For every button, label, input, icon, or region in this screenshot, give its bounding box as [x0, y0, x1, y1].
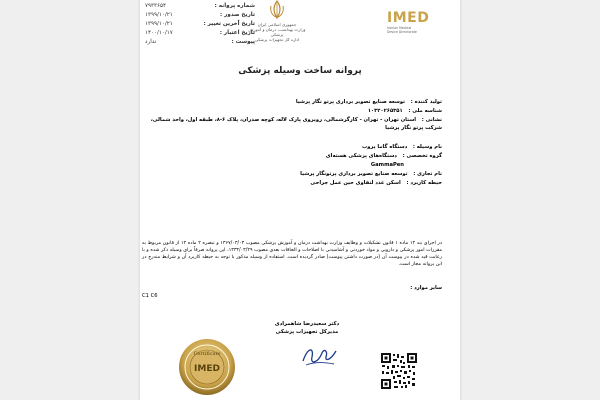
meta-label: تاریخ آخرین تغییر : [203, 21, 255, 27]
field-value: GammaPen [370, 162, 404, 168]
ministry-emblem [245, 0, 309, 56]
meta-label: شماره پروانه : [214, 3, 255, 9]
legal-paragraph: در اجرای بند ۱۴ ماده ۱ قانون تشکیلات و وظایف وزارت بهداشت درمان و آموزش پزشکی مصوب ۱۳۶۷/۰۳/۰۳ و تبصره ۲ ماده ۱۴ از قانون مربوط به مقررات امور پزشکی و دارویی و مواد خوردنی و آشامیدنی با اصلاحات و الحاقات بعدی مصوب ۱۳۳۴/۰۳/۲۹، این پروانه صرفاً برای وسیله ذکر شده و با رعایت قید شده در پیوست آن (در صورت داشتن پیوست) صادر گردیده است. استفاده از وسیله مذکور با توجه به حیطه کاربرد آن و شرایط مندرج در این پروانه مجاز است. [142, 241, 442, 267]
emblem-line: وزارت بهداشت، درمان و آموزش پزشکی [248, 27, 306, 37]
emblem-line: اداره کل تجهیزات پزشکی [254, 37, 300, 42]
imed-logo-text: IMED [387, 10, 430, 26]
signer-block [262, 320, 352, 336]
seal-center-text: IMED [194, 364, 220, 374]
field-group [142, 152, 442, 160]
field-device [142, 143, 442, 151]
meta-value: ندارد [145, 39, 157, 45]
meta-value: ۷۹۳۳۶۵۴ [145, 3, 167, 9]
field-value: دستگاه گاما پروب [361, 144, 408, 150]
signer-role: مدیرکل تجهیزات پزشکی [275, 329, 339, 335]
iran-emblem-icon [268, 0, 286, 20]
emblem-line: جمهوری اسلامی ایران [257, 22, 297, 27]
field-value: استان تهران - تهران - کارگرشمالی، روبروی پارک لاله، کوچه صدران، پلاک ۶-۸، طبقه اول، واحد شمالی، شرکت پرتو نگار پرشیا [150, 117, 442, 131]
field-producer [142, 98, 442, 106]
field-value: ۱۰۳۲۰۲۶۵۳۵۱ [367, 108, 403, 114]
issue-date-row [145, 11, 255, 20]
validity-date-row [145, 29, 255, 38]
imed-logo [387, 10, 449, 36]
meta-value: ۱۴۰۰/۱۰/۱۷ [145, 30, 173, 36]
field-usage [142, 179, 442, 187]
field-label: نشانی : [421, 117, 442, 123]
license-meta [145, 2, 255, 47]
field-model [142, 161, 442, 169]
field-address [142, 116, 442, 132]
field-value: توسعه صنایع تصویر برداری پرتو نگار پرشیا [295, 99, 406, 105]
field-label: شناسه ملی : [408, 108, 442, 114]
field-label: گروه تخصصی : [402, 153, 442, 159]
qr-code-icon[interactable] [380, 352, 418, 390]
meta-value: ۱۳۹۹/۱۰/۲۱ [145, 12, 173, 18]
imed-logo-subtitle: Iranian Medical [387, 26, 412, 30]
license-number-row [145, 2, 255, 11]
field-value: اسکن غدد لنفاوی حین عمل جراحی [310, 180, 401, 186]
field-label: نام وسیله : [412, 144, 442, 150]
meta-label: پیوست : [231, 39, 255, 45]
meta-value: ۱۳۹۹/۱۰/۲۱ [145, 21, 173, 27]
document-title: پروانه ساخت وسیله پزشکی [238, 66, 362, 76]
field-value: C1 C6 [142, 293, 158, 299]
signer-name: دکتر سعیدرضا شاهمرادی [274, 321, 340, 327]
attachment-row [145, 38, 255, 47]
field-label: حیطه کاربرد : [406, 180, 442, 186]
seal-top-text: Certificate [193, 351, 221, 357]
signature-icon [300, 343, 340, 369]
meta-label: تاریخ صدور : [219, 12, 255, 18]
field-national-id [142, 107, 442, 115]
field-other [142, 284, 442, 300]
license-fields [142, 98, 442, 188]
field-label: سایر موارد : [410, 285, 442, 291]
field-label: نام تجاری : [413, 171, 442, 177]
imed-logo-subtitle: Device Directorate [387, 30, 417, 34]
field-brand [142, 170, 442, 178]
field-value: دستگاه‌های پزشکی هسته‌ای [325, 153, 397, 159]
field-value: توسعه صنایع تصویر برداری پرتونگار پرشیا [300, 171, 408, 177]
meta-label: تاریخ اعتبار : [219, 30, 255, 36]
last-change-row [145, 20, 255, 29]
certificate-seal-icon [178, 338, 236, 396]
field-label: تولید کننده : [410, 99, 442, 105]
